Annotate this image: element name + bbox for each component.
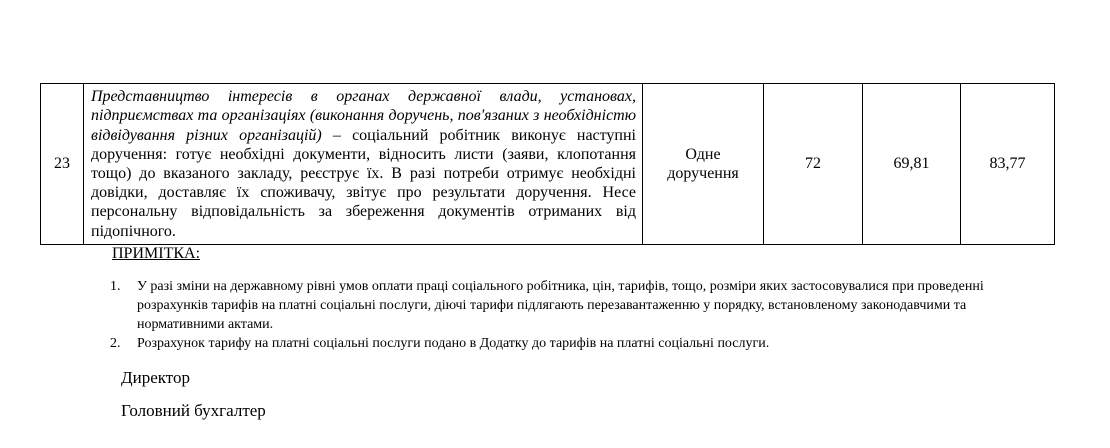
service-description (84, 84, 643, 245)
unit-line-2: доручення (667, 165, 739, 182)
note-item-number: 1. (110, 279, 121, 294)
unit-line-1: Одне (685, 146, 721, 163)
notes-list (110, 277, 1045, 353)
table-row (41, 84, 1055, 245)
director-label: Директор (121, 368, 190, 387)
note-item-text: Розрахунок тарифу на платні соціальні послуги подано в Додатку до тарифів на платні соціальні послуги. (137, 336, 770, 351)
unit-cell (643, 84, 764, 245)
row-number: 23 (41, 84, 84, 245)
note-item-1 (110, 277, 1045, 334)
note-item-number: 2. (110, 336, 121, 351)
tariff-table (40, 83, 1055, 245)
service-description-italic: Представництво інтересів в органах державної влади, установах, підприємствах та організаціях (виконання доручень, пов'язаних з необхідністю відвідування різних організацій) (91, 88, 636, 144)
value-cell-3: 83,77 (961, 84, 1055, 245)
value-cell-2: 69,81 (863, 84, 961, 245)
chief-accountant-label: Головний бухгалтер (121, 401, 266, 420)
note-title: ПРИМІТКА: (112, 245, 201, 262)
value-cell-1: 72 (764, 84, 863, 245)
note-item-2 (110, 334, 1045, 353)
service-description-regular: – соціальний робітник виконує наступні доручення: готує необхідні документи, відносить листи (заяви, клопотання тощо) до вказаного закладу, реєструє їх. В разі потреби отримує необхідні довідки, доставляє їх споживачу, звітує про результати доручення. Несе персональну відповідальність за збереження документів отриманих від підопічного. (91, 126, 636, 240)
note-item-text: У разі зміни на державному рівні умов оплати праці соціального робітника, цін, тарифів, тощо, розміри яких застосовувалися при проведенні розрахунків тарифів на платні соціальні послуги, діючі тарифи підлягають перезавантаженню у порядку, встановленому законодавчими та нормативними актами. (137, 279, 984, 332)
